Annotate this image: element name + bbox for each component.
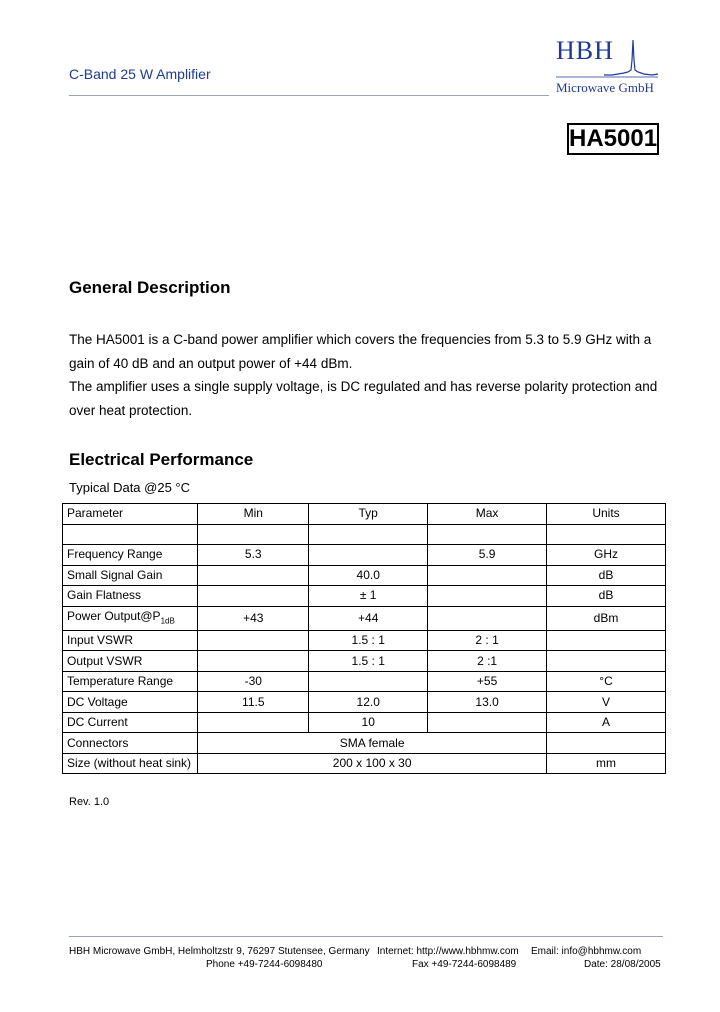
value-cell: +55 [428,671,547,692]
revision-label: Rev. 1.0 [69,796,110,808]
footer-date: Date: 28/08/2005 [584,959,661,970]
logo-subtitle: Microwave GmbH [556,80,654,95]
parameter-subscript: 1dB [160,615,175,625]
parameter-cell: Input VSWR [63,630,198,651]
header-cell: Parameter [63,504,198,525]
value-cell: 5.3 [198,545,309,566]
footer-company: HBH Microwave GmbH, Helmholtzstr 9, 76297 Stutensee, Germany [69,946,370,957]
value-cell: dB [547,565,666,586]
parameter-cell: Temperature Range [63,671,198,692]
description-paragraph: The HA5001 is a C-band power amplifier which covers the frequencies from 5.3 to 5.9 GHz with a gain of 40 dB and an output power of +44 dBm. [69,332,652,371]
table-row [63,651,666,672]
value-cell [547,733,666,754]
parameter-cell: DC Current [63,712,198,733]
typical-data-label: Typical Data @25 °C [69,480,190,495]
header-cell: Min [198,504,309,525]
footer-internet: Internet: http://www.hbhmw.com [377,946,519,957]
table-row [63,733,666,754]
table-row [63,586,666,607]
value-cell: A [547,712,666,733]
value-cell: 11.5 [198,692,309,713]
parameter-cell: Gain Flatness [63,586,198,607]
spec-table [62,503,666,774]
header-cell: Max [428,504,547,525]
table-row [63,565,666,586]
value-cell: SMA female [198,733,547,754]
parameter-cell: Connectors [63,733,198,754]
table-row [63,712,666,733]
value-cell [428,712,547,733]
value-cell [428,565,547,586]
logo-wordmark: HBH [556,36,614,65]
parameter-cell: Output VSWR [63,651,198,672]
value-cell: 13.0 [428,692,547,713]
value-cell: -30 [198,671,309,692]
value-cell: V [547,692,666,713]
value-cell [309,545,428,566]
value-cell [198,565,309,586]
value-cell: 12.0 [309,692,428,713]
spacer-row [63,524,666,545]
table-row [63,692,666,713]
value-cell: 1.5 : 1 [309,630,428,651]
parameter-cell: Frequency Range [63,545,198,566]
value-cell [547,630,666,651]
parameter-cell: DC Voltage [63,692,198,713]
value-cell: 10 [309,712,428,733]
value-cell: °C [547,671,666,692]
table-header-row [63,504,666,525]
header-rule [69,95,549,96]
value-cell: 40.0 [309,565,428,586]
value-cell [428,586,547,607]
value-cell: 2 : 1 [428,630,547,651]
value-cell [547,651,666,672]
footer-rule [69,936,663,937]
header-cell: Units [547,504,666,525]
general-description-title: General Description [69,278,231,297]
table-row [63,753,666,774]
value-cell: dBm [547,606,666,630]
header-cell: Typ [309,504,428,525]
value-cell [428,606,547,630]
description-paragraph: The amplifier uses a single supply voltage, is DC regulated and has reverse polarity protection and over heat protection. [69,379,658,418]
footer-email: Email: info@hbhmw.com [531,946,642,957]
document-subtitle: C-Band 25 W Amplifier [69,66,211,82]
value-cell [198,712,309,733]
value-cell: 200 x 100 x 30 [198,753,547,774]
value-cell [198,651,309,672]
value-cell [198,630,309,651]
value-cell: dB [547,586,666,607]
company-logo [552,30,662,100]
value-cell [309,671,428,692]
footer-fax: Fax +49-7244-6098489 [412,959,517,970]
table-row [63,671,666,692]
value-cell: 1.5 : 1 [309,651,428,672]
value-cell [198,586,309,607]
table-row [63,630,666,651]
value-cell: +44 [309,606,428,630]
parameter-cell: Size (without heat sink) [63,753,198,774]
general-description-text [69,328,659,422]
value-cell: ± 1 [309,586,428,607]
footer-phone: Phone +49-7244-6098480 [206,959,323,970]
parameter-cell [63,606,198,630]
table-row [63,545,666,566]
value-cell: GHz [547,545,666,566]
value-cell: mm [547,753,666,774]
electrical-performance-title: Electrical Performance [69,450,254,469]
value-cell: 5.9 [428,545,547,566]
value-cell: +43 [198,606,309,630]
parameter-label: Power Output@P [67,608,161,623]
value-cell: 2 :1 [428,651,547,672]
parameter-cell: Small Signal Gain [63,565,198,586]
table-row [63,606,666,630]
part-number: HA5001 [567,123,659,155]
